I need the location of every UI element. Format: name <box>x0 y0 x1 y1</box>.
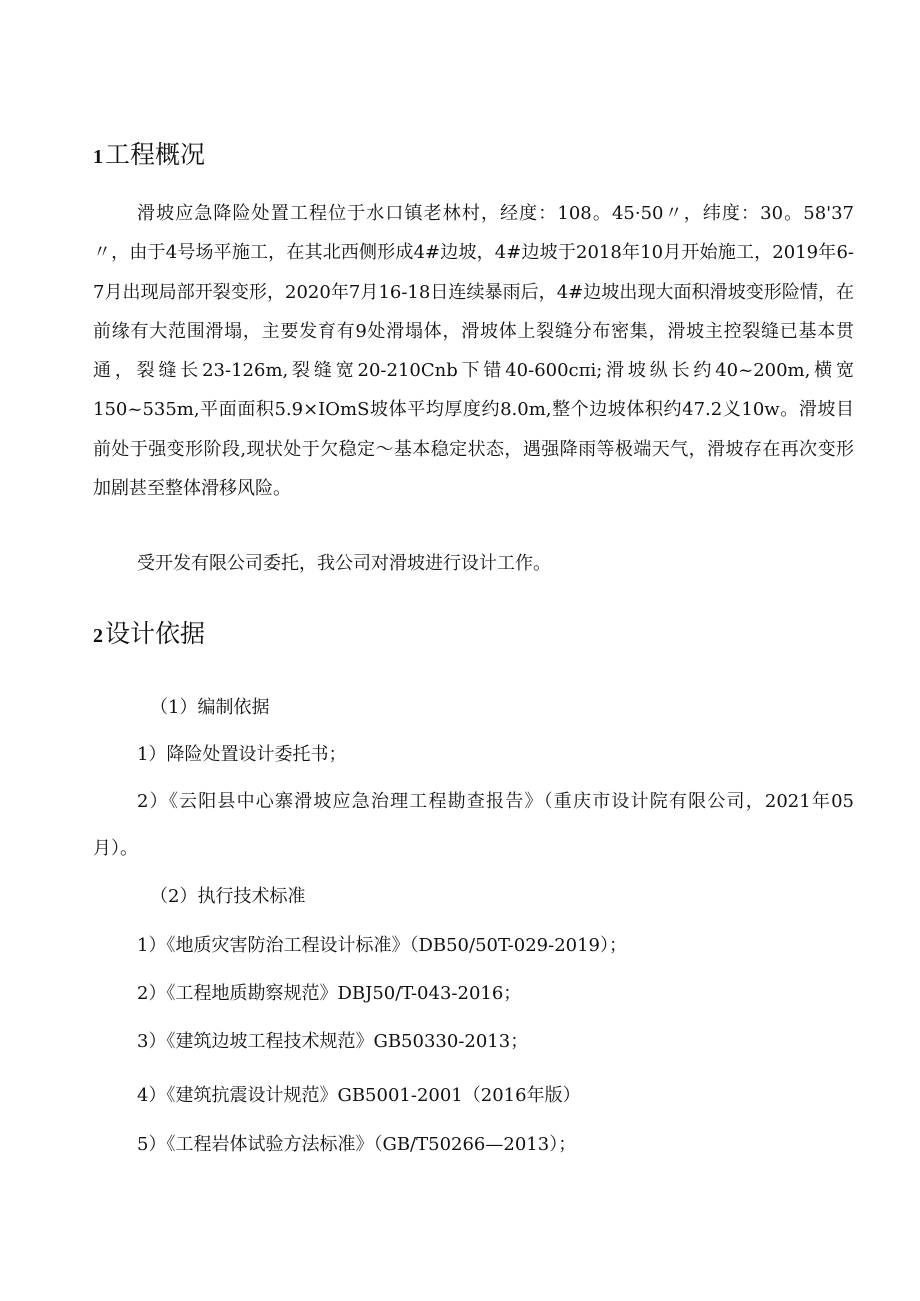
section-heading-1 <box>93 139 205 173</box>
section-heading-2 <box>93 618 205 652</box>
list-item: 5）《工程岩体试验方法标准》（GB/T50266—2013）； <box>137 1134 577 1155</box>
section-number: 1 <box>93 146 103 168</box>
commission-paragraph: 受开发有限公司委托，我公司对滑坡进行设计工作。 <box>137 553 551 574</box>
overview-paragraph: 滑坡应急降险处置工程位于水口镇老林村，经度：108。45·50〃，纬度：30。58'37〃，由于4号场平施工，在其北西侧形成4#边坡，4#边坡于2018年10月开始施工，2019年6-7月出现局部开裂变形，2020年7月16-18日连续暴雨后，4#边坡出现大面积滑坡变形险情，在前缘有大范围滑塌，主要发育有9处滑塌体，滑坡体上裂缝分布密集，滑坡主控裂缝已基本贯通，裂缝长23-126m,裂缝宽20-210Cnb下错40-600cπi;滑坡纵长约40~200m,横宽150~535m,平面面积5.9×IOmS坡体平均厚度约8.0m,整个边坡体积约47.2义10w。滑坡目前处于强变形阶段,现状处于欠稳定～基本稳定状态，遇强降雨等极端天气，滑坡存在再次变形加剧甚至整体滑移风险。 <box>93 203 854 500</box>
list-item: 1）《地质灾害防治工程设计标准》（DB50/50T-029-2019）； <box>137 935 627 956</box>
list-item: 3）《建筑边坡工程技术规范》GB50330-2013； <box>137 1031 529 1052</box>
list-item: 4）《建筑抗震设计规范》GB5001-2001（2016年版） <box>137 1085 581 1106</box>
subsection-heading-standards: （2）执行技术标准 <box>150 886 306 907</box>
subsection-heading-basis: （1）编制依据 <box>150 697 270 718</box>
section-number: 2 <box>93 625 103 647</box>
list-item: 2）《云阳县中心寨滑坡应急治理工程勘查报告》（重庆市设计院有限公司，2021年05月）。 <box>93 791 854 859</box>
list-item: 2）《工程地质勘察规范》DBJ50/T-043-2016； <box>137 983 522 1004</box>
list-item: 1）降险处置设计委托书； <box>137 744 347 765</box>
section-title: 设计依据 <box>105 619 206 648</box>
section-title: 工程概况 <box>105 140 206 169</box>
